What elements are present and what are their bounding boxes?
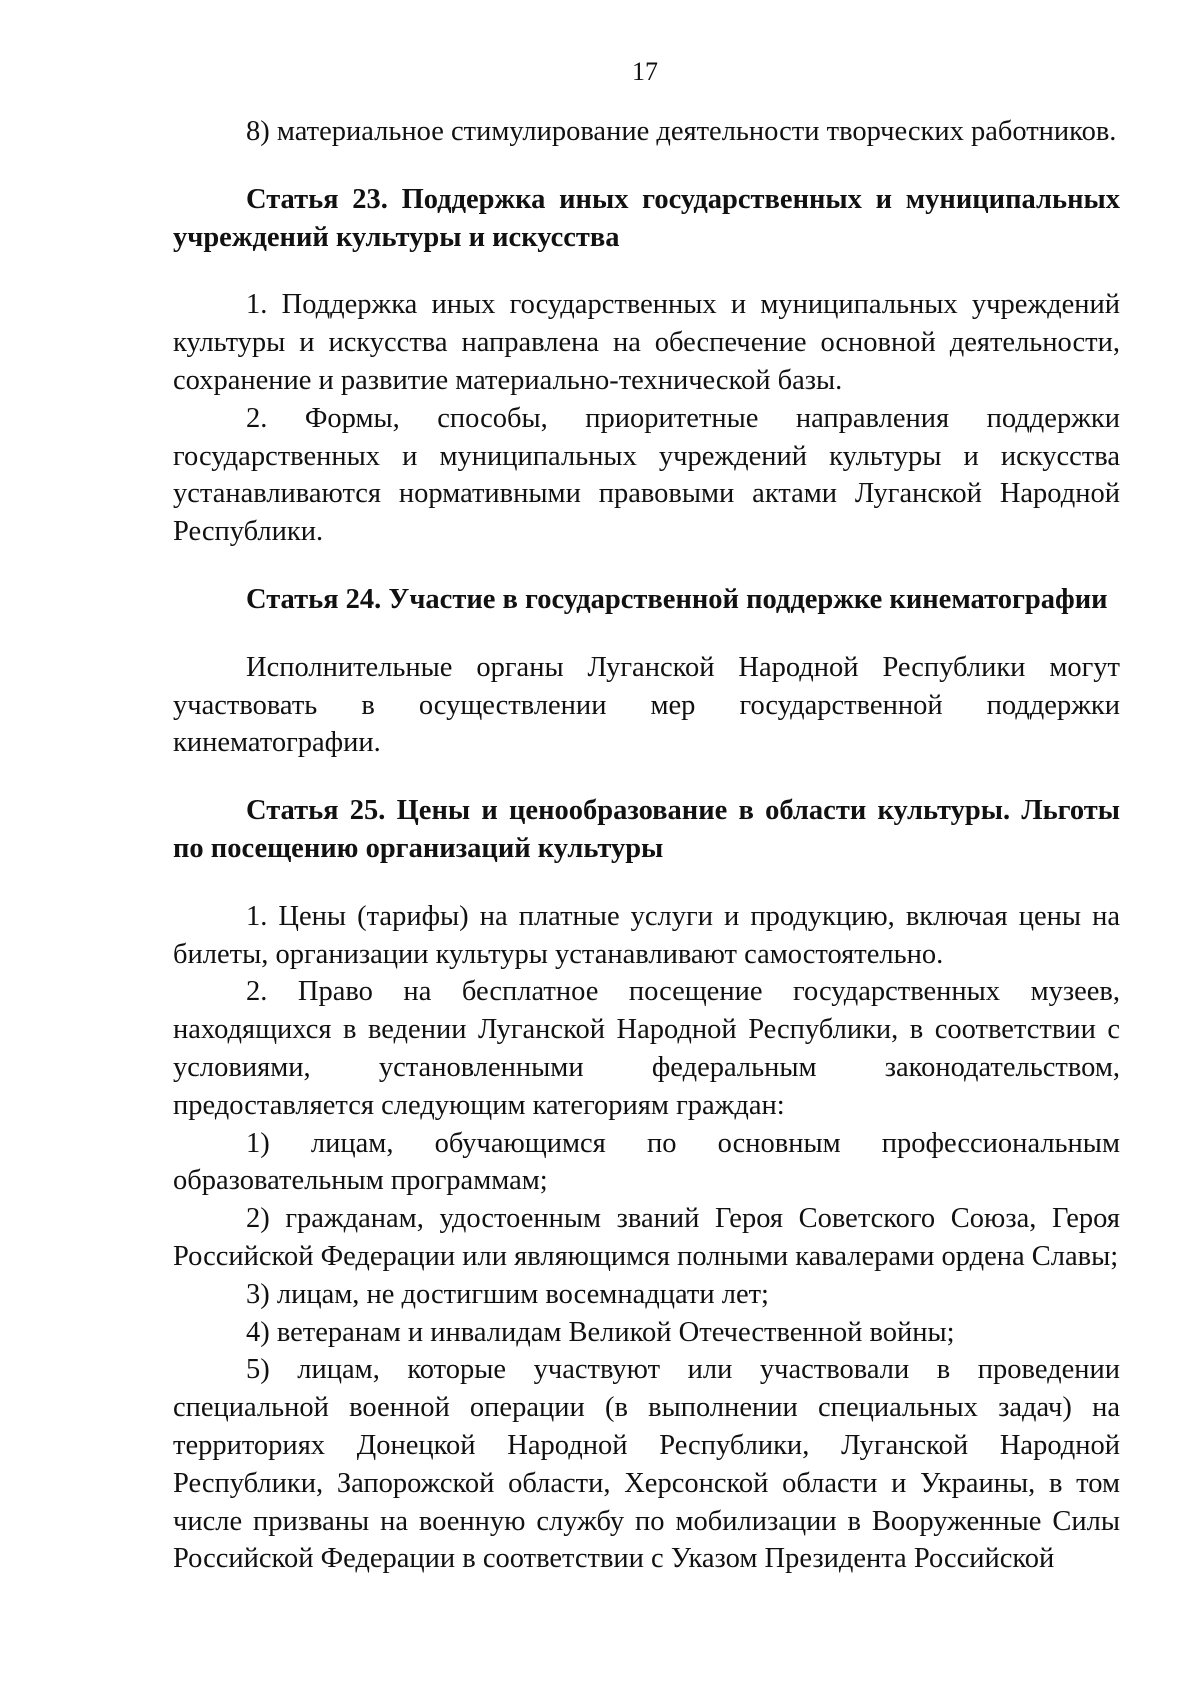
article-25-paragraph-1: 1. Цены (тарифы) на платные услуги и продукцию, включая цены на билеты, организации культуры устанавливают самостоятельно. — [173, 900, 1120, 970]
article-25-list-item-5: 5) лицам, которые участвуют или участвовали в проведении специальной военной операции (в выполнении специальных задач) на территориях Донецкой Народной Республики, Луганской Народной Республики, Запорожской области, Херсонской области и Украины, в том числе призваны на военную службу по мобилизации в Вооруженные Силы Российской Федерации в соответствии с Указом Президента Российской — [173, 1354, 1120, 1575]
article-25-heading: Статья 25. Цены и ценообразование в области культуры. Льготы по посещению организаций культуры — [173, 795, 1120, 864]
article-25-list-item-4: 4) ветеранам и инвалидам Великой Отечественной войны; — [246, 1316, 955, 1348]
article-24-paragraph: Исполнительные органы Луганской Народной Республики могут участвовать в осуществлении мер государственной поддержки кинематографии. — [173, 651, 1120, 759]
article-23-paragraph-2: 2. Формы, способы, приоритетные направления поддержки государственных и муниципальных учреждений культуры и искусства устанавливаются нормативными правовыми актами Луганской Народной Республики. — [173, 402, 1120, 548]
list-item-8: 8) материальное стимулирование деятельности творческих работников. — [246, 116, 1117, 147]
page-number: 17 — [632, 57, 658, 86]
document-body — [173, 113, 1120, 1578]
article-25-list-item-3: 3) лицам, не достигшим восемнадцати лет; — [246, 1278, 769, 1310]
article-25-list-item-1: 1) лицам, обучающимся по основным профессиональным образовательным программам; — [173, 1127, 1120, 1197]
article-23-heading: Статья 23. Поддержка иных государственных и муниципальных учреждений культуры и искусства — [173, 183, 1120, 253]
article-25-paragraph-2: 2. Право на бесплатное посещение государственных музеев, находящихся в ведении Луганской Народной Республики, в соответствии с условиями, установленными федеральным законодательством, предоставляется следующим категориям граждан: — [173, 976, 1120, 1121]
article-23-paragraph-1: 1. Поддержка иных государственных и муниципальных учреждений культуры и искусства направлена на обеспечение основной деятельности, сохранение и развитие материально-технической базы. — [173, 289, 1120, 396]
article-25-list-item-2: 2) гражданам, удостоенным званий Героя Советского Союза, Героя Российской Федерации или являющимся полными кавалерами ордена Славы; — [173, 1203, 1120, 1272]
article-24-heading: Статья 24. Участие в государственной поддержке кинематографии — [246, 583, 1108, 615]
